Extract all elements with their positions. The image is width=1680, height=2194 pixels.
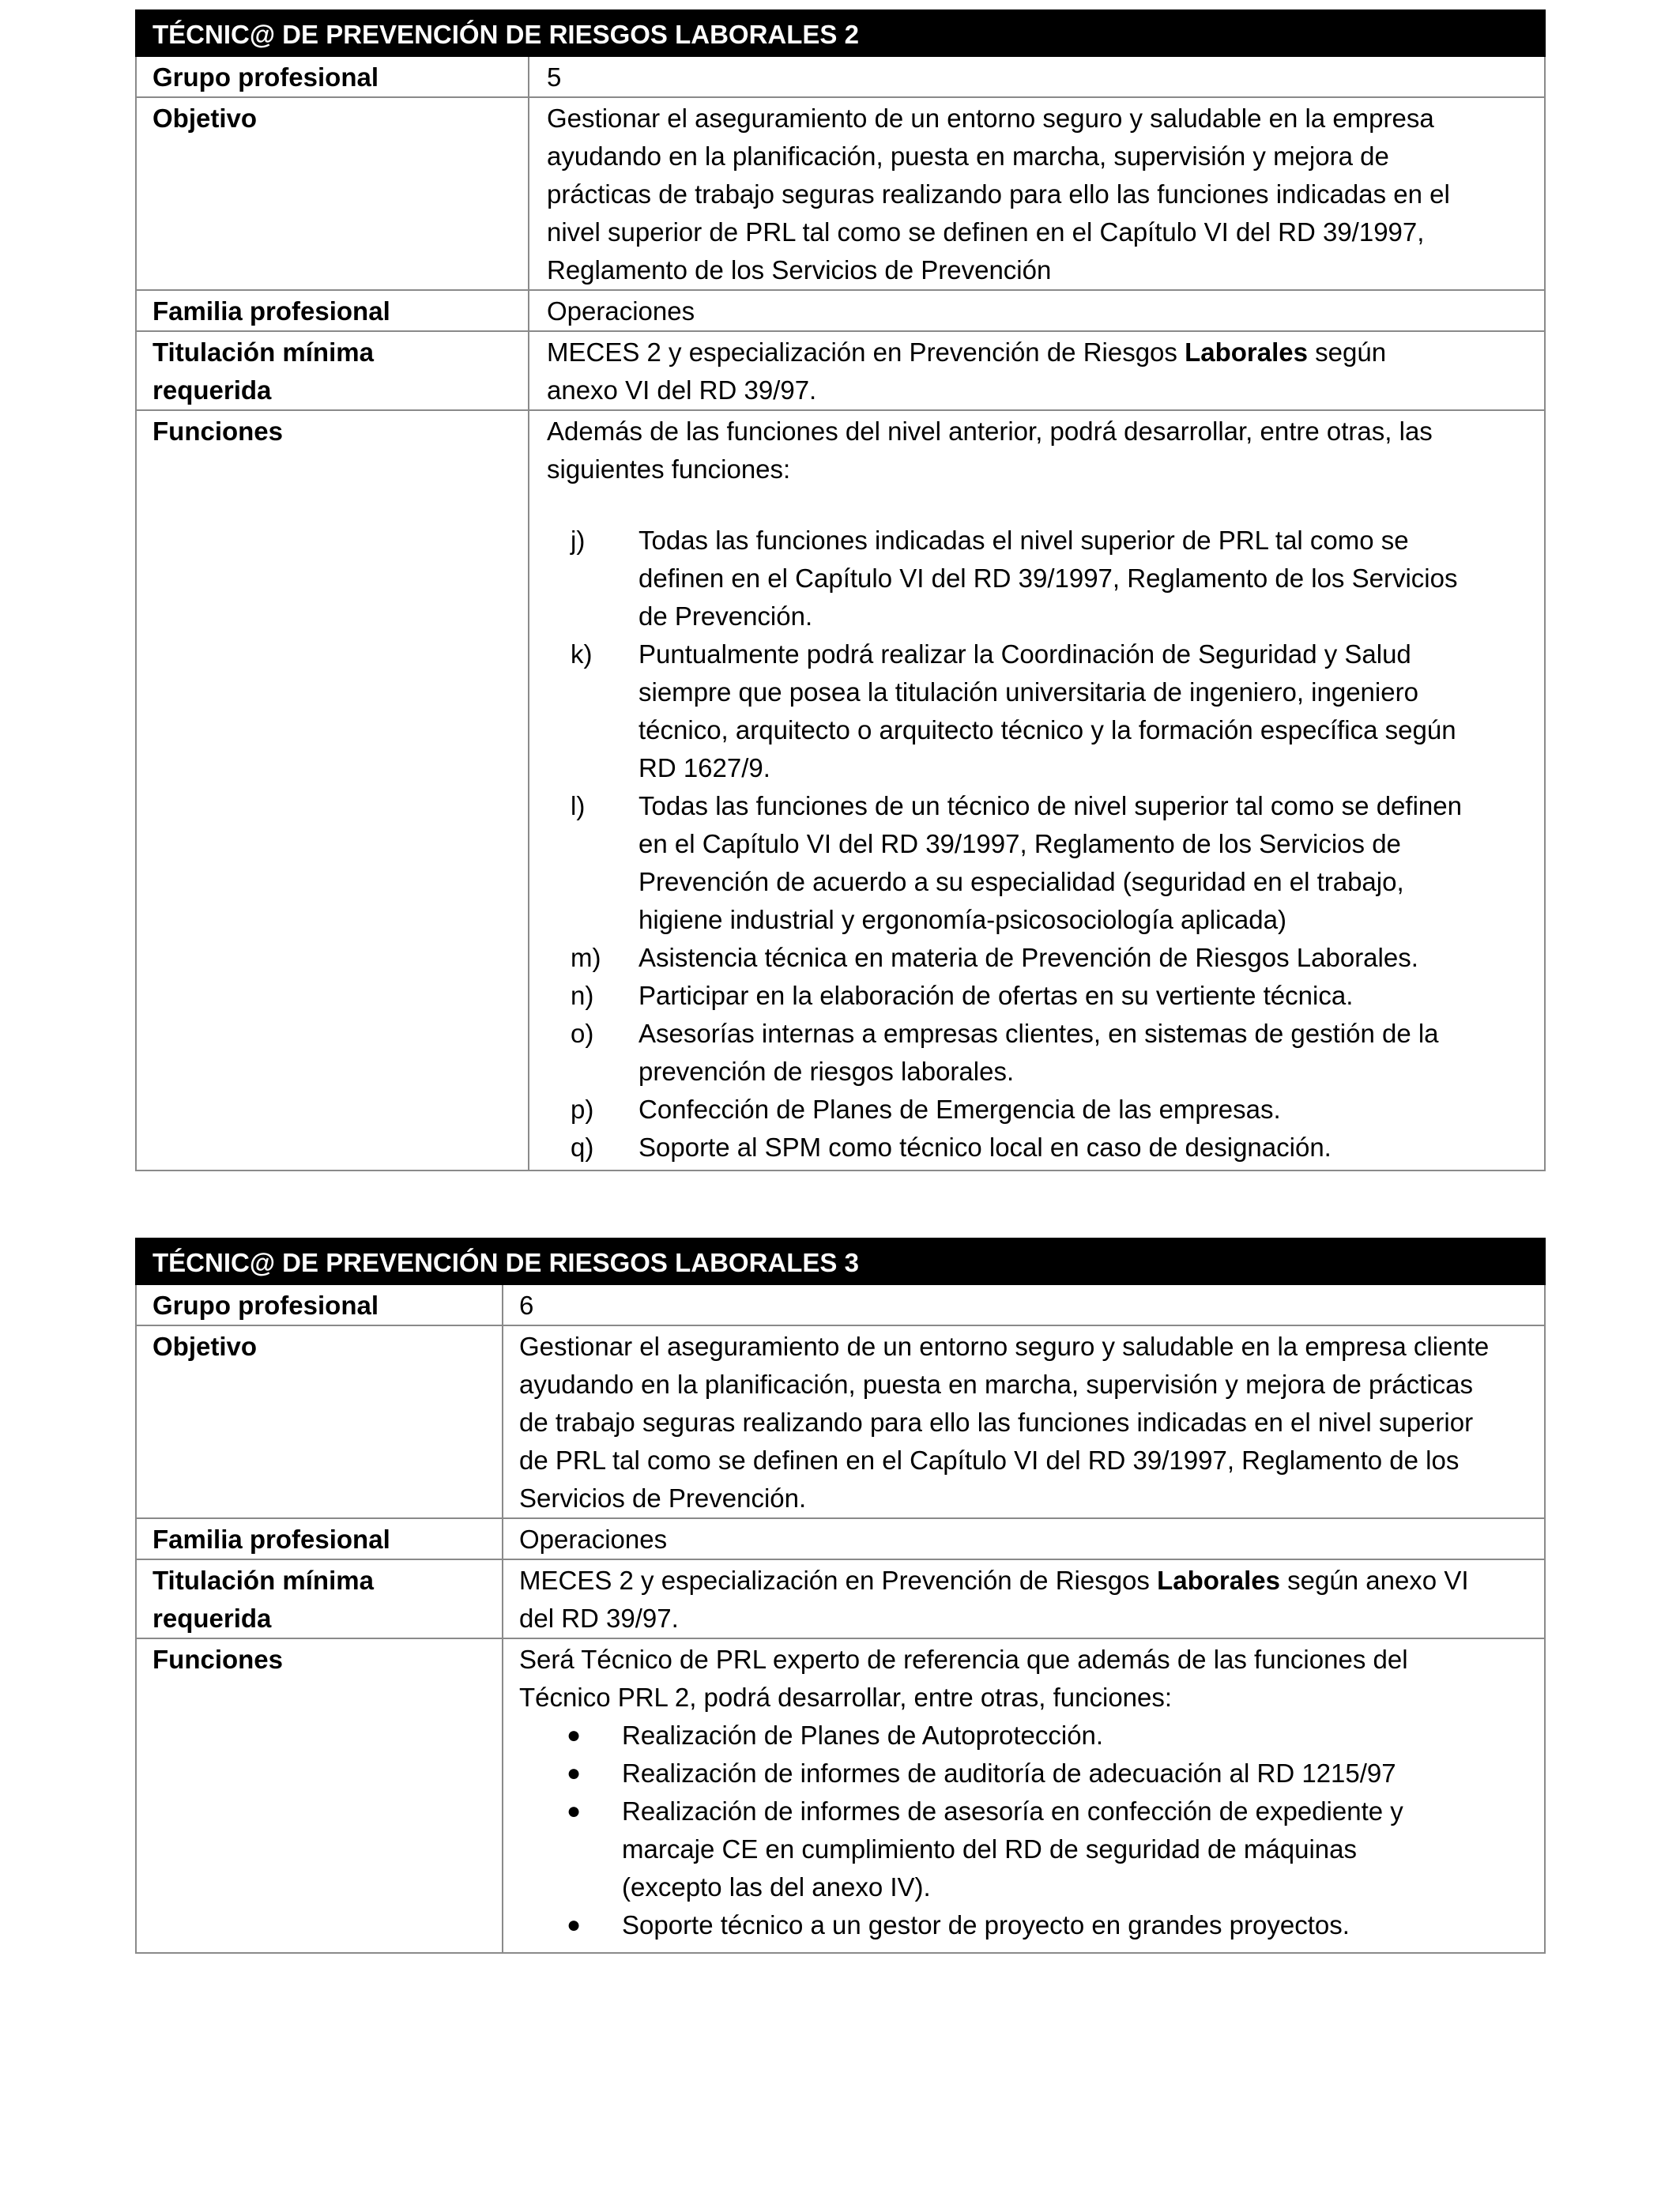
list-item xyxy=(571,635,1528,787)
list-item xyxy=(571,977,1528,1015)
bullet-icon: ● xyxy=(567,1760,582,1786)
objetivo-row xyxy=(136,97,1545,290)
titulacion-label: Titulación mínima requerida xyxy=(136,331,529,410)
list-item-text: Confección de Planes de Emergencia de las empresas. xyxy=(638,1095,1281,1124)
list-marker: q) xyxy=(571,1133,594,1162)
objetivo-label: Objetivo xyxy=(136,1325,503,1518)
grupo-label: Grupo profesional xyxy=(136,56,529,97)
grupo-row xyxy=(136,56,1545,97)
funciones-intro: Será Técnico de PRL experto de referencia que además de las funciones del Técnico PRL 2, podrá desarrollar, entre otras, funciones: xyxy=(519,1645,1408,1712)
bullet-icon: ● xyxy=(567,1722,582,1748)
table-title-row xyxy=(136,1238,1545,1284)
list-marker: m) xyxy=(571,943,601,972)
job-table-prl-3 xyxy=(135,1238,1546,1954)
list-item-text: Realización de informes de asesoría en confección de expediente y marcaje CE en cumplimiento del RD de seguridad de máquinas (excepto las del anexo IV). xyxy=(622,1796,1403,1902)
bullet-icon: ● xyxy=(567,1912,582,1938)
familia-value: Operaciones xyxy=(529,290,1545,331)
titulacion-value xyxy=(503,1559,1545,1638)
titulacion-text-end: según anexo VI del RD 39/97. xyxy=(519,1566,1469,1633)
job-table-prl-2 xyxy=(135,9,1546,1171)
list-item xyxy=(571,522,1528,635)
list-item-text: Asistencia técnica en materia de Prevención de Riesgos Laborales. xyxy=(638,943,1418,972)
funciones-intro: Además de las funciones del nivel anterior, podrá desarrollar, entre otras, las siguientes funciones: xyxy=(547,417,1433,484)
list-item xyxy=(571,1015,1528,1091)
list-item-text: Asesorías internas a empresas clientes, en sistemas de gestión de la prevención de riesgos laborales. xyxy=(638,1019,1439,1086)
titulacion-bold: Laborales xyxy=(1157,1566,1280,1595)
bullet-icon: ● xyxy=(567,1798,582,1824)
objetivo-value: Gestionar el aseguramiento de un entorno seguro y saludable en la empresa cliente ayudando en la planificación, puesta en marcha, supervisión y mejora de prácticas de trabajo seguras realizando para ello las funciones indicadas en el nivel superior de PRL tal como se definen en el Capítulo VI del RD 39/1997, Reglamento de los Servicios de Prevención. xyxy=(503,1325,1545,1518)
list-item xyxy=(571,1129,1528,1167)
familia-label: Familia profesional xyxy=(136,290,529,331)
list-item-text: Realización de Planes de Autoprotección. xyxy=(622,1721,1104,1750)
list-marker: n) xyxy=(571,981,594,1010)
list-marker: j) xyxy=(571,526,586,555)
list-item-text: Soporte técnico a un gestor de proyecto en grandes proyectos. xyxy=(622,1910,1350,1940)
list-marker: p) xyxy=(571,1095,594,1124)
list-item xyxy=(567,1793,1505,1906)
list-item xyxy=(571,1091,1528,1129)
list-item xyxy=(567,1717,1505,1755)
titulacion-row xyxy=(136,1559,1545,1638)
funciones-label: Funciones xyxy=(136,410,529,1171)
list-item xyxy=(571,939,1528,977)
titulacion-text: MECES 2 y especialización en Prevención de Riesgos xyxy=(519,1566,1158,1595)
list-marker: l) xyxy=(571,791,586,820)
list-item-text: Soporte al SPM como técnico local en caso de designación. xyxy=(638,1133,1332,1162)
list-item-text: Realización de informes de auditoría de adecuación al RD 1215/97 xyxy=(622,1759,1396,1788)
list-item-text: Todas las funciones de un técnico de nivel superior tal como se definen en el Capítulo VI del RD 39/1997, Reglamento de los Servicios de Prevención de acuerdo a su especialidad (seguridad en el trabajo, higiene industrial y ergonomía-psicosociología aplicada) xyxy=(638,791,1462,934)
titulacion-row xyxy=(136,331,1545,410)
titulacion-text-end: según anexo VI del RD 39/97. xyxy=(547,337,1387,405)
familia-label: Familia profesional xyxy=(136,1518,503,1559)
grupo-value: 5 xyxy=(529,56,1545,97)
table-title-row xyxy=(136,10,1545,56)
familia-row xyxy=(136,290,1545,331)
funciones-row xyxy=(136,410,1545,1171)
grupo-value: 6 xyxy=(503,1284,1545,1325)
list-item xyxy=(567,1755,1505,1793)
funciones-value xyxy=(503,1638,1545,1953)
funciones-row xyxy=(136,1638,1545,1953)
objetivo-value: Gestionar el aseguramiento de un entorno seguro y saludable en la empresa ayudando en la planificación, puesta en marcha, supervisión y mejora de prácticas de trabajo seguras realizando para ello las funciones indicadas en el nivel superior de PRL tal como se definen en el Capítulo VI del RD 39/1997, Reglamento de los Servicios de Prevención xyxy=(529,97,1545,290)
list-item-text: Participar en la elaboración de ofertas en su vertiente técnica. xyxy=(638,981,1354,1010)
list-marker: o) xyxy=(571,1019,594,1048)
funciones-list xyxy=(547,522,1528,1167)
grupo-row xyxy=(136,1284,1545,1325)
objetivo-label: Objetivo xyxy=(136,97,529,290)
funciones-bullet-list xyxy=(519,1717,1505,1944)
list-item xyxy=(571,787,1528,939)
titulacion-bold: Laborales xyxy=(1185,337,1308,367)
objetivo-row xyxy=(136,1325,1545,1518)
list-item-text: Todas las funciones indicadas el nivel superior de PRL tal como se definen en el Capítulo VI del RD 39/1997, Reglamento de los Servicios de Prevención. xyxy=(638,526,1458,631)
funciones-label: Funciones xyxy=(136,1638,503,1953)
table-title: TÉCNIC@ DE PREVENCIÓN DE RIESGOS LABORALES 3 xyxy=(136,1238,1545,1284)
funciones-value xyxy=(529,410,1545,1171)
titulacion-label: Titulación mínima requerida xyxy=(136,1559,503,1638)
table-title: TÉCNIC@ DE PREVENCIÓN DE RIESGOS LABORALES 2 xyxy=(136,10,1545,56)
familia-value: Operaciones xyxy=(503,1518,1545,1559)
grupo-label: Grupo profesional xyxy=(136,1284,503,1325)
titulacion-value xyxy=(529,331,1545,410)
list-marker: k) xyxy=(571,639,593,669)
list-item-text: Puntualmente podrá realizar la Coordinación de Seguridad y Salud siempre que posea la titulación universitaria de ingeniero, ingeniero técnico, arquitecto o arquitecto técnico y la formación específica según RD 1627/9. xyxy=(638,639,1456,782)
familia-row xyxy=(136,1518,1545,1559)
list-item xyxy=(567,1906,1505,1944)
titulacion-text: MECES 2 y especialización en Prevención de Riesgos xyxy=(547,337,1185,367)
